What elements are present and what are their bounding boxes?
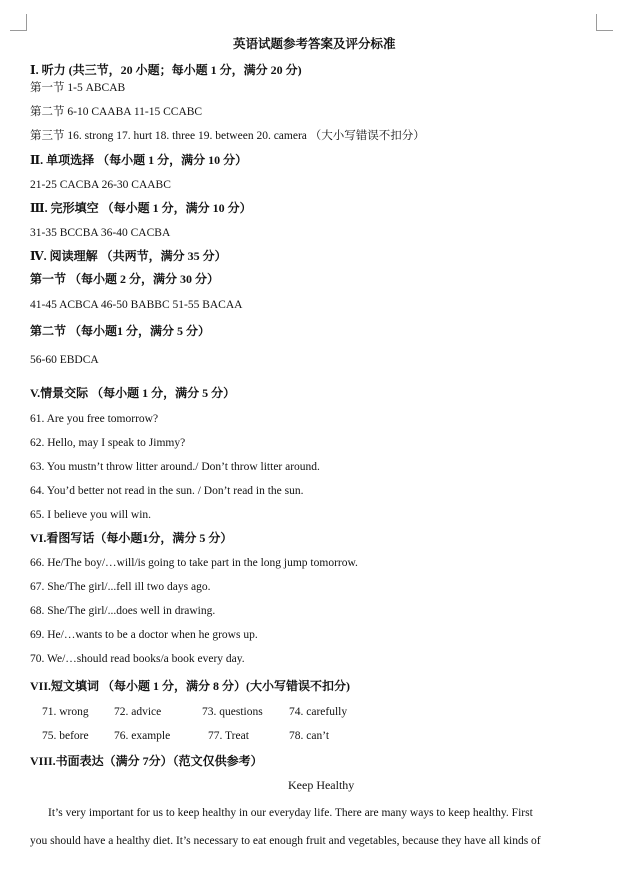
section-4-subheading-1: 第一节 （每小题 2 分，满分 30 分） bbox=[30, 272, 220, 286]
section-6-item: 68. She/The girl/...does well in drawing. bbox=[30, 605, 216, 617]
section-7-answer: 76. example bbox=[114, 730, 171, 742]
essay-paragraph-line: you should have a healthy diet. It’s necessary to eat enough fruit and vegetables, because they have all kinds of bbox=[30, 835, 541, 847]
section-7-answer: 77. Treat bbox=[208, 730, 249, 742]
section-4-heading: Ⅳ. 阅读理解 （共两节，满分 35 分） bbox=[30, 249, 227, 263]
section-4-answers-2: 56-60 EBDCA bbox=[30, 354, 99, 366]
corner-mark-top-left bbox=[10, 14, 27, 31]
essay-title: Keep Healthy bbox=[288, 778, 355, 792]
section-2-heading: Ⅱ. 单项选择 （每小题 1 分，满分 10 分） bbox=[30, 153, 248, 167]
section-7-answer: 73. questions bbox=[202, 706, 263, 718]
section-6-item: 69. He/…wants to be a doctor when he grows up. bbox=[30, 629, 258, 641]
section-7-answer: 74. carefully bbox=[289, 706, 348, 718]
section-1-heading: Ⅰ. 听力 (共三节，20 小题；每小题 1 分，满分 20 分) bbox=[30, 63, 302, 77]
section-3-heading: Ⅲ. 完形填空 （每小题 1 分，满分 10 分） bbox=[30, 201, 252, 215]
section-7-answer: 71. wrong bbox=[42, 706, 89, 718]
section-6-item: 67. She/The girl/...fell ill two days ago. bbox=[30, 581, 211, 593]
corner-mark-top-right bbox=[596, 14, 613, 31]
section-1-part-1: 第一节 1-5 ABCAB bbox=[30, 82, 126, 94]
section-4-answers-1: 41-45 ACBCA 46-50 BABBC 51-55 BACAA bbox=[30, 299, 243, 311]
section-5-item: 62. Hello, may I speak to Jimmy? bbox=[30, 437, 186, 449]
section-1-part-3: 第三节 16. strong 17. hurt 18. three 19. between 20. camera （大小写错误不扣分） bbox=[30, 130, 425, 142]
essay-paragraph-line: It’s very important for us to keep healthy in our everyday life. There are many ways to keep healthy. First bbox=[48, 807, 533, 819]
section-5-item: 61. Are you free tomorrow? bbox=[30, 413, 159, 425]
section-6-item: 70. We/…should read books/a book every day. bbox=[30, 653, 245, 665]
section-6-item: 66. He/The boy/…will/is going to take part in the long jump tomorrow. bbox=[30, 557, 358, 569]
section-5-item: 64. You’d better not read in the sun. / Don’t read in the sun. bbox=[30, 485, 304, 497]
section-2-answers: 21-25 CACBA 26-30 CAABC bbox=[30, 179, 171, 191]
page-title: 英语试题参考答案及评分标准 bbox=[233, 37, 396, 51]
section-5-item: 63. You mustn’t throw litter around./ Don’t throw litter around. bbox=[30, 461, 320, 473]
section-5-item: 65. I believe you will win. bbox=[30, 509, 152, 521]
section-5-heading: V.情景交际 （每小题 1 分，满分 5 分） bbox=[30, 386, 236, 400]
section-8-heading: VIII.书面表达（满分 7分）（范文仅供参考） bbox=[30, 754, 263, 768]
section-7-answer: 75. before bbox=[42, 730, 89, 742]
section-3-answers: 31-35 BCCBA 36-40 CACBA bbox=[30, 227, 171, 239]
section-1-part-2: 第二节 6-10 CAABA 11-15 CCABC bbox=[30, 106, 203, 118]
section-6-heading: VI.看图写话（每小题1分，满分 5 分） bbox=[30, 531, 233, 545]
section-7-heading: VII.短文填词 （每小题 1 分，满分 8 分）(大小写错误不扣分) bbox=[30, 679, 351, 693]
section-7-answer: 72. advice bbox=[114, 706, 162, 718]
section-4-subheading-2: 第二节 （每小题1 分，满分 5 分） bbox=[30, 324, 211, 338]
section-7-answer: 78. can’t bbox=[289, 730, 330, 742]
